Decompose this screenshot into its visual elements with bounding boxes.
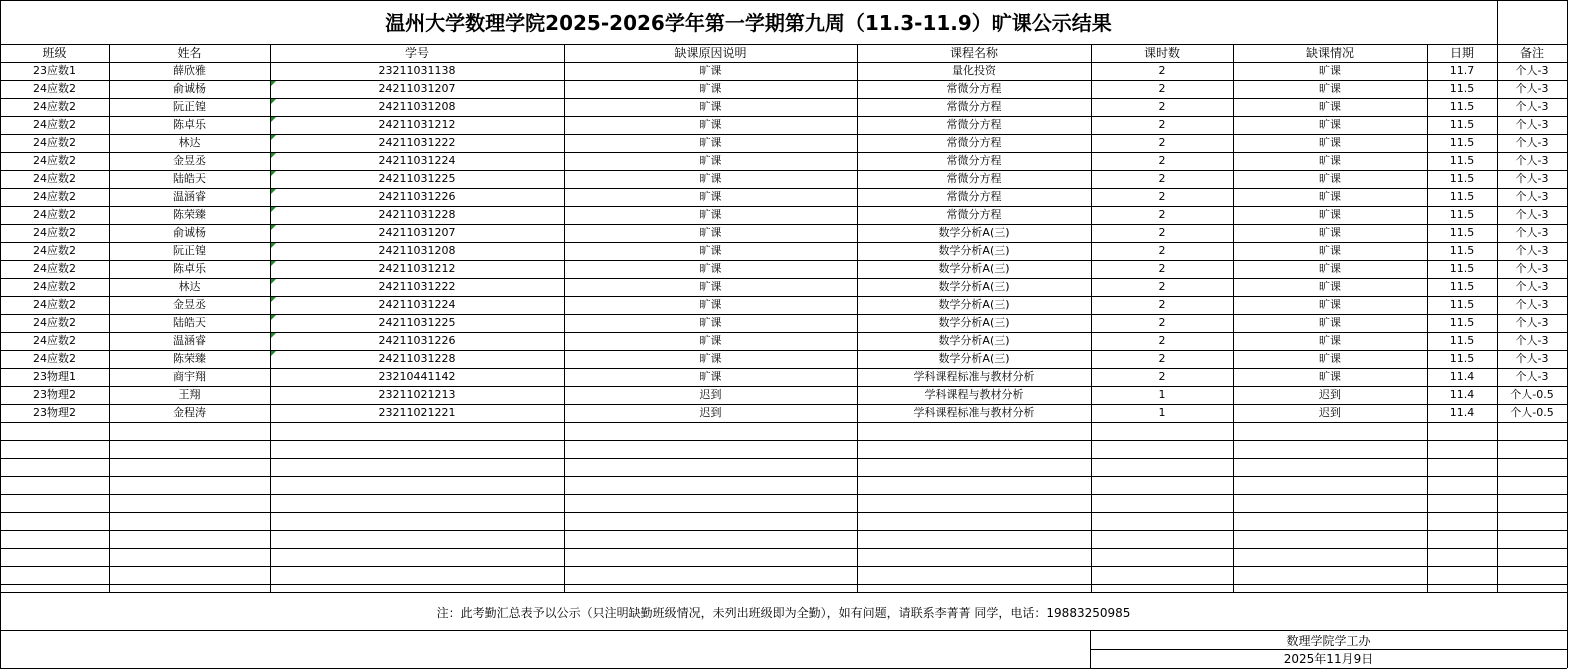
cell-remark: 个人-3: [1515, 298, 1549, 311]
cell-student-id: 24211031212: [378, 118, 456, 131]
cell-remark: 个人-3: [1515, 64, 1549, 77]
cell-name: 俞诚杨: [173, 82, 206, 95]
cell-remark: 个人-3: [1515, 244, 1549, 257]
cell-date: 11.5: [1449, 352, 1475, 365]
issuing-office: 数理学院学工办: [1286, 634, 1371, 648]
cell-course: 常微分方程: [946, 136, 1002, 149]
cell-name: 金程涛: [173, 406, 206, 419]
cell-course: 常微分方程: [946, 118, 1002, 131]
grid-line: [0, 62, 1567, 63]
issue-date: 2025年11月9日: [1283, 652, 1374, 666]
cell-course: 常微分方程: [946, 154, 1002, 167]
cell-reason: 旷课: [699, 190, 722, 203]
cell-status: 旷课: [1319, 82, 1341, 95]
cell-date: 11.5: [1449, 316, 1475, 329]
cell-student-id: 23211021221: [378, 406, 456, 419]
cell-hours: 2: [1158, 190, 1166, 203]
grid-line: [1567, 0, 1568, 668]
cell-student-id: 24211031207: [378, 226, 456, 239]
grid-line: [1091, 44, 1092, 592]
header-class: 班级: [42, 46, 67, 60]
cell-class: 24应数2: [33, 172, 76, 185]
cell-status: 旷课: [1319, 64, 1341, 77]
cell-status: 旷课: [1319, 154, 1341, 167]
cell-status: 旷课: [1319, 226, 1341, 239]
comment-marker-icon: [271, 297, 276, 302]
cell-status: 旷课: [1319, 298, 1341, 311]
cell-hours: 2: [1158, 352, 1166, 365]
cell-course: 常微分方程: [946, 190, 1002, 203]
header-student-id: 学号: [404, 46, 429, 60]
cell-course: 学科课程标准与教材分析: [913, 370, 1035, 383]
cell-course: 数学分析A(三): [938, 352, 1010, 365]
grid-line: [0, 188, 1567, 189]
cell-status: 旷课: [1319, 208, 1341, 221]
cell-status: 迟到: [1319, 406, 1341, 419]
cell-class: 24应数2: [33, 208, 76, 221]
grid-line: [0, 350, 1567, 351]
cell-course: 常微分方程: [946, 172, 1002, 185]
grid-line: [0, 116, 1567, 117]
cell-reason: 旷课: [699, 208, 722, 221]
grid-line: [0, 530, 1567, 531]
cell-course: 数学分析A(三): [938, 280, 1010, 293]
grid-line: [0, 404, 1567, 405]
cell-date: 11.7: [1449, 64, 1475, 77]
grid-line: [0, 80, 1567, 81]
cell-date: 11.5: [1449, 226, 1475, 239]
cell-student-id: 24211031208: [378, 244, 456, 257]
comment-marker-icon: [271, 261, 276, 266]
cell-student-id: 24211031228: [378, 208, 456, 221]
cell-student-id: 24211031225: [378, 316, 456, 329]
cell-student-id: 23211031138: [378, 64, 456, 77]
cell-name: 林达: [178, 136, 201, 149]
cell-reason: 旷课: [699, 82, 722, 95]
cell-course: 数学分析A(三): [938, 334, 1010, 347]
cell-course: 数学分析A(三): [938, 244, 1010, 257]
grid-line: [0, 476, 1567, 477]
cell-date: 11.5: [1449, 154, 1475, 167]
cell-remark: 个人-3: [1515, 154, 1549, 167]
cell-hours: 2: [1158, 334, 1166, 347]
header-date: 日期: [1449, 46, 1474, 60]
cell-name: 温涵睿: [173, 190, 206, 203]
cell-date: 11.5: [1449, 172, 1475, 185]
cell-remark: 个人-3: [1515, 118, 1549, 131]
cell-class: 23应数1: [33, 64, 76, 77]
grid-line: [1233, 44, 1234, 592]
cell-reason: 旷课: [699, 154, 722, 167]
cell-date: 11.5: [1449, 118, 1475, 131]
cell-hours: 2: [1158, 280, 1166, 293]
cell-remark: 个人-0.5: [1510, 388, 1554, 401]
grid-line: [0, 592, 1567, 593]
grid-line: [0, 566, 1567, 567]
cell-reason: 旷课: [699, 316, 722, 329]
grid-line: [109, 44, 110, 592]
grid-line: [0, 224, 1567, 225]
cell-hours: 2: [1158, 370, 1166, 383]
cell-class: 24应数2: [33, 136, 76, 149]
cell-class: 24应数2: [33, 262, 76, 275]
cell-course: 学科课程标准与教材分析: [913, 406, 1035, 419]
grid-line: [0, 494, 1567, 495]
cell-name: 陈荣臻: [173, 352, 206, 365]
cell-reason: 旷课: [699, 280, 722, 293]
cell-hours: 2: [1158, 262, 1166, 275]
grid-line: [0, 314, 1567, 315]
comment-marker-icon: [271, 99, 276, 104]
cell-status: 旷课: [1319, 136, 1341, 149]
grid-line: [0, 548, 1567, 549]
cell-name: 金昱丞: [173, 298, 206, 311]
cell-course: 数学分析A(三): [938, 262, 1010, 275]
cell-class: 23物理2: [33, 388, 76, 401]
comment-marker-icon: [271, 315, 276, 320]
grid-line: [0, 260, 1567, 261]
cell-name: 陆皓天: [173, 172, 206, 185]
cell-class: 24应数2: [33, 154, 76, 167]
cell-reason: 旷课: [699, 334, 722, 347]
cell-status: 旷课: [1319, 352, 1341, 365]
cell-date: 11.4: [1449, 370, 1475, 383]
cell-status: 旷课: [1319, 316, 1341, 329]
cell-remark: 个人-3: [1515, 208, 1549, 221]
header-hours: 课时数: [1143, 46, 1180, 60]
cell-remark: 个人-3: [1515, 370, 1549, 383]
cell-class: 24应数2: [33, 82, 76, 95]
grid-line: [0, 0, 1, 668]
header-name: 姓名: [177, 46, 202, 60]
cell-hours: 2: [1158, 64, 1166, 77]
cell-hours: 2: [1158, 208, 1166, 221]
cell-name: 林达: [178, 280, 201, 293]
cell-class: 24应数2: [33, 118, 76, 131]
cell-remark: 个人-3: [1515, 280, 1549, 293]
comment-marker-icon: [271, 153, 276, 158]
cell-reason: 旷课: [699, 352, 722, 365]
cell-status: 旷课: [1319, 190, 1341, 203]
comment-marker-icon: [271, 279, 276, 284]
cell-reason: 迟到: [699, 388, 722, 401]
cell-student-id: 24211031226: [378, 334, 456, 347]
cell-name: 金昱丞: [173, 154, 206, 167]
cell-class: 24应数2: [33, 316, 76, 329]
cell-name: 王翔: [178, 388, 201, 401]
cell-hours: 2: [1158, 298, 1166, 311]
header-status: 缺课情况: [1305, 46, 1354, 60]
grid-line: [1497, 0, 1498, 44]
cell-name: 陈卓乐: [173, 118, 206, 131]
cell-hours: 1: [1158, 388, 1166, 401]
cell-hours: 2: [1158, 226, 1166, 239]
header-course: 课程名称: [949, 46, 998, 60]
cell-student-id: 24211031222: [378, 136, 456, 149]
grid-line: [0, 668, 1567, 669]
cell-course: 量化投资: [952, 64, 996, 77]
cell-name: 薛欣雅: [173, 64, 206, 77]
grid-line: [0, 332, 1567, 333]
sheet-title: 温州大学数理学院2025-2026学年第一学期第九周（11.3-11.9）旷课公示结果: [385, 11, 1112, 35]
cell-remark: 个人-3: [1515, 172, 1549, 185]
cell-hours: 2: [1158, 82, 1166, 95]
cell-remark: 个人-3: [1515, 316, 1549, 329]
grid-line: [0, 440, 1567, 441]
header-reason: 缺课原因说明: [674, 46, 747, 60]
cell-reason: 旷课: [699, 172, 722, 185]
comment-marker-icon: [271, 135, 276, 140]
grid-line: [0, 0, 1567, 1]
comment-marker-icon: [271, 171, 276, 176]
cell-status: 迟到: [1319, 388, 1341, 401]
grid-line: [0, 278, 1567, 279]
cell-remark: 个人-0.5: [1510, 406, 1554, 419]
cell-date: 11.5: [1449, 262, 1475, 275]
cell-class: 24应数2: [33, 100, 76, 113]
cell-date: 11.5: [1449, 298, 1475, 311]
comment-marker-icon: [271, 189, 276, 194]
cell-date: 11.5: [1449, 82, 1475, 95]
cell-status: 旷课: [1319, 262, 1341, 275]
cell-status: 旷课: [1319, 334, 1341, 347]
cell-remark: 个人-3: [1515, 136, 1549, 149]
cell-status: 旷课: [1319, 280, 1341, 293]
cell-course: 常微分方程: [946, 100, 1002, 113]
grid-line: [857, 44, 858, 592]
cell-date: 11.5: [1449, 280, 1475, 293]
footnote: 注：此考勤汇总表予以公示（只注明缺勤班级情况，未列出班级即为全勤），如有问题，请联系李菁菁 同学，电话：19883250985: [436, 606, 1131, 620]
cell-reason: 旷课: [699, 64, 722, 77]
cell-reason: 迟到: [699, 406, 722, 419]
cell-course: 数学分析A(三): [938, 316, 1010, 329]
cell-date: 11.4: [1449, 388, 1475, 401]
grid-line: [0, 206, 1567, 207]
cell-class: 23物理2: [33, 406, 76, 419]
comment-marker-icon: [271, 225, 276, 230]
grid-line: [0, 134, 1567, 135]
grid-line: [0, 386, 1567, 387]
cell-reason: 旷课: [699, 370, 722, 383]
comment-marker-icon: [271, 333, 276, 338]
comment-marker-icon: [271, 243, 276, 248]
cell-class: 24应数2: [33, 280, 76, 293]
cell-remark: 个人-3: [1515, 226, 1549, 239]
cell-hours: 2: [1158, 136, 1166, 149]
cell-status: 旷课: [1319, 100, 1341, 113]
cell-student-id: 24211031207: [378, 82, 456, 95]
grid-line: [564, 44, 565, 592]
grid-line: [0, 98, 1567, 99]
cell-student-id: 23210441142: [378, 370, 456, 383]
cell-remark: 个人-3: [1515, 262, 1549, 275]
cell-student-id: 24211031226: [378, 190, 456, 203]
cell-hours: 1: [1158, 406, 1166, 419]
cell-student-id: 24211031212: [378, 262, 456, 275]
cell-name: 陈荣臻: [173, 208, 206, 221]
cell-class: 24应数2: [33, 190, 76, 203]
grid-line: [0, 630, 1567, 631]
cell-date: 11.5: [1449, 334, 1475, 347]
cell-class: 24应数2: [33, 244, 76, 257]
cell-reason: 旷课: [699, 136, 722, 149]
grid-line: [0, 422, 1567, 423]
cell-date: 11.5: [1449, 100, 1475, 113]
cell-class: 24应数2: [33, 334, 76, 347]
cell-name: 温涵睿: [173, 334, 206, 347]
cell-student-id: 24211031225: [378, 172, 456, 185]
cell-class: 24应数2: [33, 352, 76, 365]
cell-name: 商宇翔: [173, 370, 206, 383]
cell-student-id: 24211031222: [378, 280, 456, 293]
cell-status: 旷课: [1319, 118, 1341, 131]
cell-date: 11.4: [1449, 406, 1475, 419]
grid-line: [0, 44, 1567, 45]
cell-reason: 旷课: [699, 226, 722, 239]
comment-marker-icon: [271, 81, 276, 86]
cell-class: 23物理1: [33, 370, 76, 383]
cell-status: 旷课: [1319, 370, 1341, 383]
grid-line: [1497, 44, 1498, 592]
cell-name: 阮正锽: [173, 244, 206, 257]
cell-date: 11.5: [1449, 190, 1475, 203]
cell-reason: 旷课: [699, 244, 722, 257]
cell-status: 旷课: [1319, 244, 1341, 257]
comment-marker-icon: [271, 207, 276, 212]
cell-reason: 旷课: [699, 118, 722, 131]
cell-remark: 个人-3: [1515, 190, 1549, 203]
cell-date: 11.5: [1449, 136, 1475, 149]
cell-student-id: 24211031208: [378, 100, 456, 113]
cell-hours: 2: [1158, 100, 1166, 113]
cell-reason: 旷课: [699, 262, 722, 275]
grid-line: [0, 458, 1567, 459]
cell-class: 24应数2: [33, 226, 76, 239]
cell-class: 24应数2: [33, 298, 76, 311]
grid-line: [0, 152, 1567, 153]
cell-name: 阮正锽: [173, 100, 206, 113]
cell-reason: 旷课: [699, 100, 722, 113]
cell-student-id: 23211021213: [378, 388, 456, 401]
header-remark: 备注: [1519, 46, 1544, 60]
cell-reason: 旷课: [699, 298, 722, 311]
grid-line: [0, 170, 1567, 171]
grid-line: [0, 296, 1567, 297]
cell-hours: 2: [1158, 118, 1166, 131]
cell-name: 陆皓天: [173, 316, 206, 329]
cell-course: 数学分析A(三): [938, 226, 1010, 239]
cell-date: 11.5: [1449, 208, 1475, 221]
grid-line: [0, 368, 1567, 369]
cell-remark: 个人-3: [1515, 100, 1549, 113]
cell-course: 常微分方程: [946, 208, 1002, 221]
grid-line: [0, 512, 1567, 513]
cell-remark: 个人-3: [1515, 82, 1549, 95]
grid-line: [270, 44, 271, 592]
cell-remark: 个人-3: [1515, 334, 1549, 347]
cell-course: 数学分析A(三): [938, 298, 1010, 311]
grid-line: [1427, 44, 1428, 592]
cell-name: 俞诚杨: [173, 226, 206, 239]
cell-date: 11.5: [1449, 244, 1475, 257]
cell-student-id: 24211031228: [378, 352, 456, 365]
cell-hours: 2: [1158, 172, 1166, 185]
cell-course: 常微分方程: [946, 82, 1002, 95]
cell-student-id: 24211031224: [378, 298, 456, 311]
cell-status: 旷课: [1319, 172, 1341, 185]
cell-remark: 个人-3: [1515, 352, 1549, 365]
grid-line: [0, 584, 1567, 585]
cell-hours: 2: [1158, 244, 1166, 257]
cell-hours: 2: [1158, 316, 1166, 329]
comment-marker-icon: [271, 117, 276, 122]
grid-line: [0, 242, 1567, 243]
comment-marker-icon: [271, 351, 276, 356]
cell-name: 陈卓乐: [173, 262, 206, 275]
cell-student-id: 24211031224: [378, 154, 456, 167]
cell-course: 学科课程与教材分析: [924, 388, 1024, 401]
cell-hours: 2: [1158, 154, 1166, 167]
